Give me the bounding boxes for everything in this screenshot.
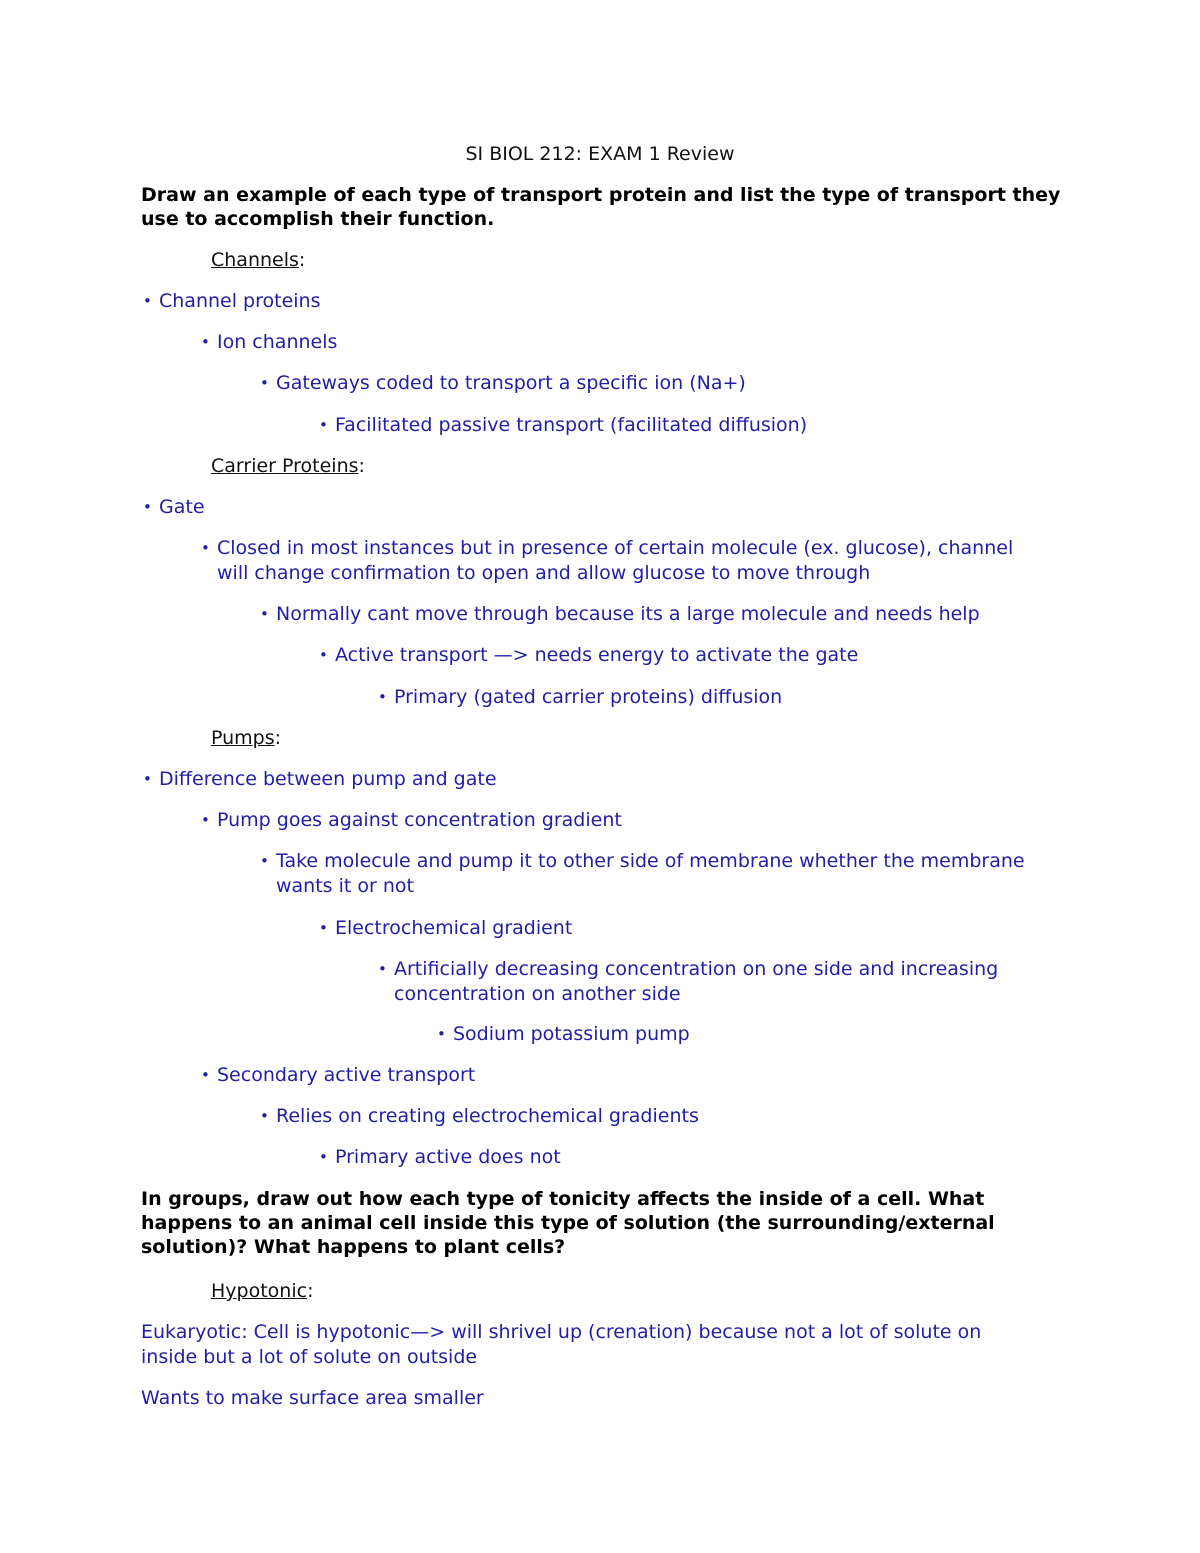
- list-item: [376, 685, 1076, 710]
- question-transport-proteins: Draw an example of each type of transport protein and list the type of transport they use to accomplish their function.: [141, 184, 1061, 230]
- document-title: SI BIOL 212: EXAM 1 Review: [465, 143, 735, 165]
- list-item: [376, 957, 1026, 1007]
- list-item-text: Primary active does not: [335, 1146, 561, 1168]
- list-item-text: Channel proteins: [159, 290, 321, 312]
- list-item: [258, 1104, 1058, 1129]
- list-item-text: Active transport —> needs energy to activate the gate: [335, 644, 859, 666]
- list-item: [199, 536, 1049, 586]
- list-item: [258, 602, 1058, 627]
- bullet-icon: •: [201, 539, 210, 557]
- heading-carrier-proteins: Carrier Proteins:: [211, 455, 365, 477]
- list-item: [258, 849, 1058, 899]
- list-item-text: Artificially decreasing concentration on one side and increasing concentration on another side: [394, 958, 999, 1005]
- list-item-text: Take molecule and pump it to other side of membrane whether the membrane wants it or not: [276, 850, 1025, 897]
- list-item-text: Closed in most instances but in presence of certain molecule (ex. glucose), channel will change confirmation to open and allow glucose to move through: [217, 537, 1014, 584]
- list-item-text: Normally cant move through because its a large molecule and needs help: [276, 603, 980, 625]
- bullet-icon: •: [319, 646, 328, 664]
- bullet-icon: •: [319, 1148, 328, 1166]
- bullet-icon: •: [378, 688, 387, 706]
- heading-channels: Channels:: [211, 249, 306, 271]
- heading-hypotonic-label: Hypotonic: [211, 1280, 308, 1302]
- list-item-text: Gate: [159, 496, 205, 518]
- list-item: [317, 413, 1067, 438]
- answer-paragraph: Eukaryotic: Cell is hypotonic—> will shrivel up (crenation) because not a lot of solute on inside but a lot of solute on outside: [141, 1321, 982, 1368]
- bullet-icon: •: [260, 852, 269, 870]
- bullet-icon: •: [201, 333, 210, 351]
- list-item: [199, 330, 1049, 355]
- list-item: [141, 767, 1041, 792]
- bullet-icon: •: [260, 1107, 269, 1125]
- list-item-text: Facilitated passive transport (facilitated diffusion): [335, 414, 808, 436]
- bullet-icon: •: [143, 292, 152, 310]
- bullet-icon: •: [437, 1025, 446, 1043]
- list-item: [199, 808, 1049, 833]
- bullet-icon: •: [260, 374, 269, 392]
- list-item-text: Sodium potassium pump: [453, 1023, 690, 1045]
- list-item-text: Pump goes against concentration gradient: [217, 809, 622, 831]
- list-item: [258, 371, 1058, 396]
- list-item: [141, 289, 1041, 314]
- list-item-text: Difference between pump and gate: [159, 768, 497, 790]
- heading-carrier-proteins-label: Carrier Proteins: [211, 455, 359, 477]
- list-item-text: Ion channels: [217, 331, 338, 353]
- answer-paragraph: Wants to make surface area smaller: [141, 1387, 484, 1409]
- heading-hypotonic: Hypotonic:: [211, 1280, 314, 1302]
- list-item-text: Relies on creating electrochemical gradients: [276, 1105, 699, 1127]
- bullet-icon: •: [201, 1066, 210, 1084]
- bullet-icon: •: [378, 960, 387, 978]
- heading-channels-label: Channels: [211, 249, 299, 271]
- heading-pumps: Pumps:: [211, 727, 282, 749]
- list-item: [435, 1022, 1055, 1047]
- bullet-icon: •: [319, 919, 328, 937]
- list-item: [199, 1063, 1049, 1088]
- bullet-icon: •: [143, 770, 152, 788]
- bullet-icon: •: [201, 811, 210, 829]
- list-item: [141, 495, 1041, 520]
- question-tonicity: In groups, draw out how each type of tonicity affects the inside of a cell. What happens to an animal cell inside this type of solution (the surrounding/external solution)? What happens to plant cells?: [141, 1188, 995, 1258]
- list-item-text: Secondary active transport: [217, 1064, 476, 1086]
- list-item-text: Primary (gated carrier proteins) diffusion: [394, 686, 783, 708]
- bullet-icon: •: [260, 605, 269, 623]
- bullet-icon: •: [319, 416, 328, 434]
- heading-pumps-label: Pumps: [211, 727, 275, 749]
- bullet-icon: •: [143, 498, 152, 516]
- list-item-text: Gateways coded to transport a specific ion (Na+): [276, 372, 746, 394]
- list-item: [317, 1145, 1067, 1170]
- list-item-text: Electrochemical gradient: [335, 917, 573, 939]
- list-item: [317, 916, 1067, 941]
- list-item: [317, 643, 1067, 668]
